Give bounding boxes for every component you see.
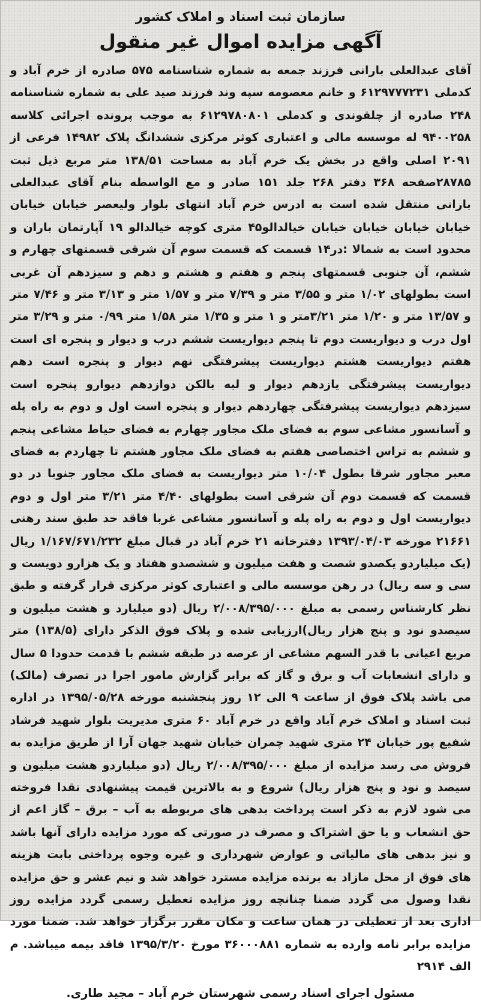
organization-heading: سازمان ثبت اسناد و املاک کشور [135,10,346,25]
notice-signature: مسئول اجرای اسناد رسمی شهرستان خرم آباد – مجید طاری. [66,985,415,1000]
notice-title: آگهی مزایده اموال غیر منقول [99,31,382,53]
notice-body: آقای عبدالعلی بارانی فرزند جمعه به شماره شناسنامه ۵۷۵ صادره از خرم آباد و کدملی ۶۱۲۹۷۷۷۲۳۱ و خانم معصومه سپه وند فرزند صید علی به شماره شناسنامه ۲۴۸ صادره از چلقوندی و کدملی ۶۱۲۹۷۸۰۸۰۱ به موجب پرونده اجرائی کلاسه ۹۴۰۰۲۵۸ له موسسه مالی و اعتباری کوثر مرکزی ششدانگ پلاک ۱۴۹۸۲ فرعی از ۲۰۹۱ اصلی واقع در بخش یک خرم آباد به مساحت ۱۳۸/۵۱ متر مربع ذیل ثبت ۲۸۷۸۵صفحه ۳۶۸ دفتر ۲۶۸ جلد ۱۵۱ صادر و مع الواسطه بنام آقای عبدالعلی بارانی منتقل شده است به ادرس خرم آباد انتهای بلوار ولیعصر خیابان خیابان خیابان خیابان خیابان خیابان خیالدالو۴۵ متری کوچه خیالدالو ۱۹ آپارتمان باران و محدود است به شمالا :در۱۴ قسمت که قسمت سوم آن شرقی قسمتهای چهارم و ششم، آن جنوبی قسمتهای پنجم و هفتم و هشتم و دهم و سیزدهم آن غربی است بطولهای ۱/۰۲ متر و ۳/۵۵ متر و ۷/۳۹ متر و ۱/۵۷ متر و ۳/۱۳ متر و ۷/۴۶ متر و ۱۳/۵۷ متر و ۱/۲۰ متر ۳/۲۱متر و ۱ متر و ۱/۳۵ متر ۱/۵۸ متر ۰/۹۹ متر و ۳/۲۹ متر اول درب و دیواریست دوم تا پنجم دیواریست ششم درب و دیوار و پنجره ای است هفتم دیواریست هشتم دیواریست پیشرفتگی نهم دیوار و پنجره است دهم دیواریست پیشرفتگی یازدهم دیوار و لبه بالکن دوازدهم دیوارو پنجره است سیزدهم دیواریست پیشرفتگی چهاردهم دیوار و پنجره است اول و دوم به راه پله و آسانسور مشاعی سوم به فضای ملک مجاور چهارم به فضای حیاط مشاعی پنجم و ششم به تراس اختصاصی هفتم به فضای ملک مجاور هشتم تا چهاردم به فضای معبر مجاور شرقا بطول ۱۰/۰۴ متر دیواریست به فضای ملک مجاور جنوبا در دو قسمت که قسمت دوم آن شرقی است بطولهای ۴/۴۰ متر ۳/۲۱ متر اول و دوم دیواریست اول و دوم به راه پله و آسانسور مشاعی غربا فاقد حد طبق سند رهنی ۲۱۶۶۱ مورخه ۱۳۹۳/۰۴/۰۳ دفترخانه ۲۱ خرم آباد در قبال مبلغ ۱/۱۶۷/۶۷۱/۲۳۲ ریال (یک میلیاردو یکصدو شصت و هفت میلیون و ششصدو هفتاد و یک هزارو دویست و سی و سه ریال) در رهن موسسه مالی و اعتباری کوثر مرکزی قرار گرفته و طبق نظر کارشناس رسمی به مبلغ ۲/۰۰۸/۳۹۵/۰۰۰ ریال (دو میلیارد و هشت میلیون و سیصدو نود و پنج هزار ریال)ارزیابی شده و پلاک فوق الذکر دارای (۱۳۸/۵) متر مربع اعیانی با قدر السهم مشاعی از عرصه در طبقه ششم با قدمت حدودا ۵ سال و دارای انشعابات آب و برق و گاز که برابر گزارش مامور اجرا در تصرف (مالک) می باشد پلاک فوق از ساعت ۹ الی ۱۲ روز پنجشنبه مورخه ۱۳۹۵/۰۵/۲۸ در اداره ثبت اسناد و املاک خرم آباد واقع در خرم آباد ۶۰ متری مدیریت بلوار شهید فرشاد شفیع پور خیابان ۲۴ متری شهید چمران خیابان شهید جهان آرا از طریق مزایده به فروش می رسد مزایده از مبلغ ۲/۰۰۸/۳۹۵/۰۰۰ ریال (دو میلیاردو هشت میلیون و سیصد و نود و پنج هزار ریال) شروع و به بالاترین قیمت پیشنهادی نقدا فروخته می شود لازم به ذکر است پرداخت بدهی های مربوطه به آب – برق – گاز اعم از حق انشعاب و یا حق اشتراک و مصرف در صورتی که مورد مزایده دارای آنها باشد و نیز بدهی های مالیاتی و عوارض شهرداری و غیره وجوه پرداختی بابت هزینه های فوق از محل مازاد به برنده مزایده مسترد خواهد شد و نیم عشر و حق مزایده نقدا وصول می گردد ضمنا چنانچه روز مزایده تعطیل رسمی گردد مزایده روز اداری بعد از تعطیلی در همان ساعت و مکان مقرر برگزار خواهد شد. ضمنا مورد مزایده برابر نامه وارده به شماره ۳۶۰۰۰۸۸۱ مورخ ۱۳۹۵/۳/۲۰ فاقد بیمه میباشد. م الف ۲۹۱۴ [10,63,472,974]
